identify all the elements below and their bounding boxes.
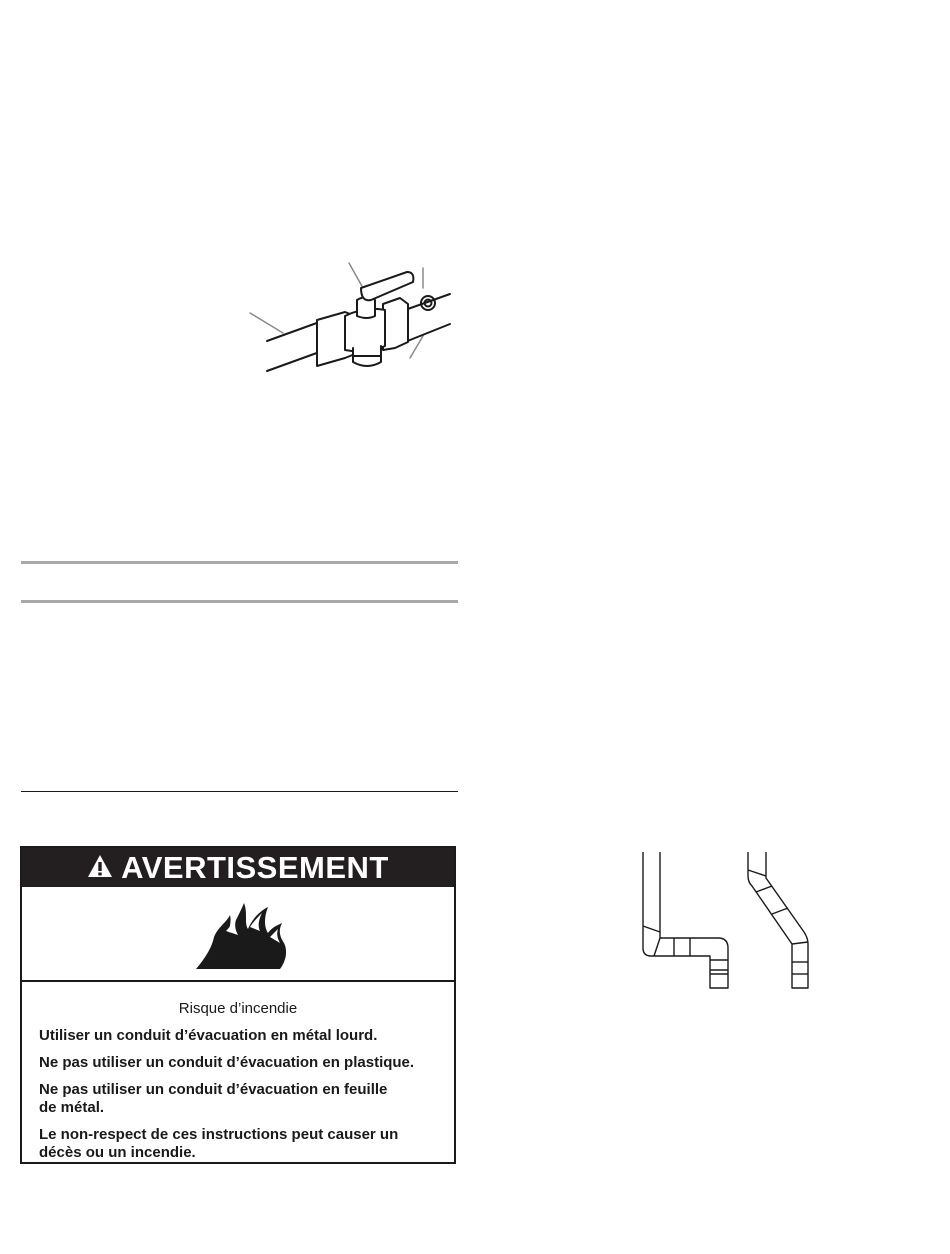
section-rule-bottom [21, 600, 458, 603]
fire-icon [192, 897, 292, 973]
warning-line: Utiliser un conduit d’évacuation en métal lourd. [39, 1027, 378, 1044]
warning-title: Risque d’incendie [178, 1000, 298, 1017]
fire-warning-box [20, 846, 456, 1164]
warning-triangle-icon [87, 850, 113, 886]
warning-line: Le non-respect de ces instructions peut causer un décès ou un incendie. [39, 1126, 399, 1161]
section-rule-top [21, 561, 458, 564]
warning-header-label: AVERTISSEMENT [121, 849, 389, 885]
vent-elbow-illustration [630, 848, 820, 993]
warning-line: Ne pas utiliser un conduit d’évacuation en feuille de métal. [39, 1081, 388, 1116]
gas-valve-illustration [245, 258, 460, 378]
section-divider [21, 791, 458, 792]
warning-line: Ne pas utiliser un conduit d’évacuation en plastique. [39, 1054, 415, 1071]
warning-header [22, 848, 454, 887]
warning-text [22, 982, 454, 1162]
fire-symbol-area [22, 887, 454, 982]
